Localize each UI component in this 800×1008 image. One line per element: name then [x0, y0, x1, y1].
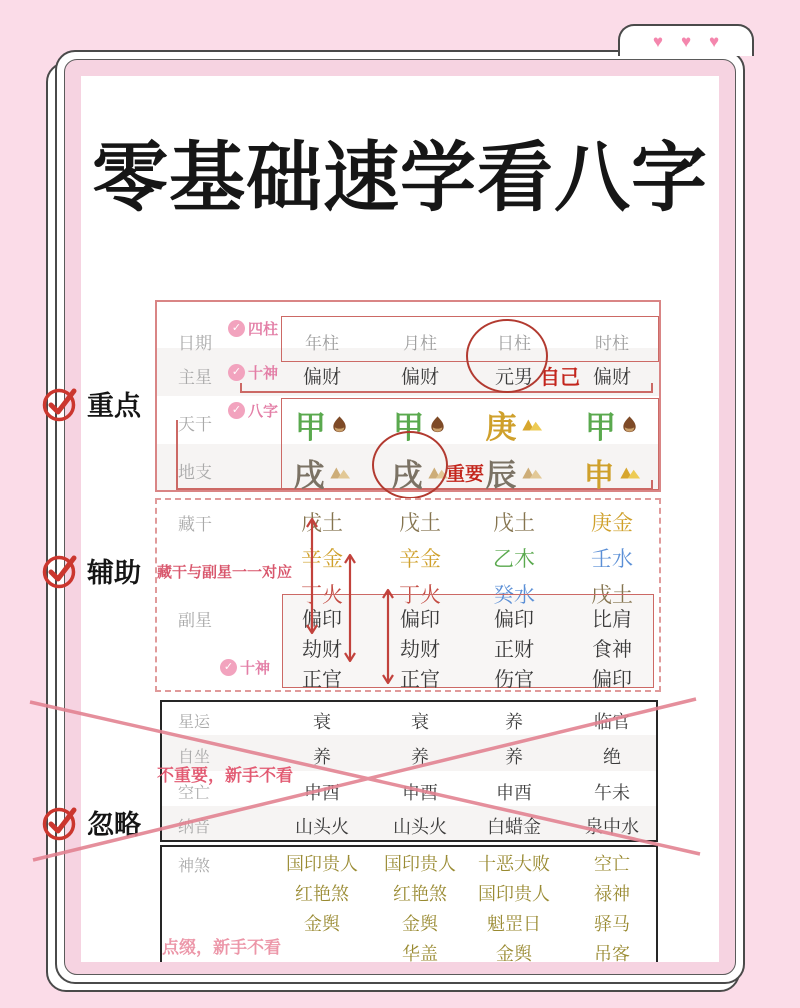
sub-star: 比肩: [592, 609, 632, 631]
metal-icon: [619, 464, 641, 482]
stem-char: 庚: [485, 410, 517, 445]
sub-star: 偏印: [592, 669, 632, 691]
ignored-value: 申酉: [304, 783, 340, 803]
badge-label: 四柱: [248, 321, 279, 338]
row-label-main-star: 主星: [178, 368, 212, 387]
bracket-line: [176, 420, 178, 490]
ignored-value: 养: [411, 747, 429, 767]
hidden-stem: 壬水: [591, 548, 633, 571]
pillar-header-hour: 时柱: [595, 334, 629, 353]
hidden-stem: 丁火: [301, 584, 343, 607]
pillar-header-day: 日柱: [497, 334, 531, 353]
sub-star: 偏印: [302, 609, 342, 631]
hidden-stem: 辛金: [301, 548, 343, 571]
bracket-tick: [240, 383, 242, 391]
side-label-text: 忽略: [87, 809, 141, 840]
sub-star: 正官: [302, 669, 342, 691]
shensha-item: 金舆: [402, 914, 438, 934]
check-circle-icon: [40, 550, 80, 590]
stem-char: 甲: [585, 410, 616, 445]
row-label-nayin: 纳音: [178, 819, 211, 836]
ignored-value: 绝: [603, 747, 621, 767]
sub-star: 偏印: [494, 609, 534, 631]
ignored-value: 养: [505, 712, 523, 732]
stem-char: 甲: [295, 410, 326, 445]
hidden-stem: 乙木: [493, 548, 535, 571]
row-label-sub-stars: 副星: [178, 611, 212, 630]
wood-icon: [330, 415, 349, 434]
main-star-day-master: 元男: [494, 367, 533, 388]
bracket-tick: [651, 383, 653, 391]
hidden-stem: 戊土: [591, 584, 633, 607]
ignored-value: 山头火: [393, 817, 447, 837]
mapping-note: 藏干与副星一一对应: [157, 564, 293, 581]
shensha-item: 国印贵人: [286, 854, 358, 874]
pillar-header-year: 年柱: [305, 334, 339, 353]
pillar-header-month: 月柱: [403, 334, 437, 353]
ignored-value: 申酉: [496, 783, 532, 803]
shensha-column-day: [466, 849, 562, 969]
main-star: 偏财: [592, 367, 631, 388]
earth-icon: [329, 464, 351, 482]
shensha-item: 十恶大败: [478, 854, 550, 874]
badge-ten-gods-bottom: [220, 657, 270, 678]
check-circle-icon: [40, 802, 80, 842]
sub-star: 正官: [400, 669, 440, 691]
branch-hour: [564, 450, 660, 495]
hidden-stem: 戊土: [399, 512, 441, 535]
month-branch-circle: [372, 431, 448, 499]
side-label-text: 辅助: [87, 557, 141, 588]
shensha-item: 红艳煞: [295, 884, 349, 904]
metal-icon: [521, 416, 543, 434]
check-icon: ✓: [228, 320, 245, 337]
main-star: 偏财: [400, 367, 439, 388]
sub-star: 食神: [592, 639, 632, 661]
ignored-value: 养: [313, 747, 331, 767]
shensha-column-month: [372, 849, 468, 969]
ignored-value: 养: [505, 747, 523, 767]
self-annotation: 自己: [540, 367, 580, 389]
sub-star: 正财: [494, 639, 534, 661]
row-label-void: 空亡: [178, 785, 211, 802]
heart-tab: [618, 24, 754, 56]
row-label-hidden-stems: 藏干: [178, 515, 212, 534]
hidden-stem: 癸水: [493, 584, 535, 607]
shensha-item: 金舆: [304, 914, 340, 934]
row-label-shensha: 神煞: [178, 858, 211, 875]
ignored-value: 白蜡金: [487, 817, 541, 837]
branch-char: 戌: [391, 458, 423, 493]
badge-label: 十神: [248, 365, 279, 382]
heart-icon: ♥: [709, 31, 720, 51]
branch-year: [274, 450, 370, 495]
badge-label: 八字: [248, 403, 279, 420]
ignored-value: 衰: [411, 712, 429, 732]
hidden-stem: 辛金: [399, 548, 441, 571]
shensha-item: 空亡: [594, 854, 630, 874]
decoration-note: 点缀，新手不看: [162, 938, 281, 957]
side-label-key-points: [40, 383, 141, 423]
hidden-stem: 庚金: [591, 512, 633, 535]
row-label-star-luck: 星运: [178, 714, 211, 731]
branch-char: 辰: [485, 458, 517, 493]
side-label-ignore: [40, 802, 141, 842]
shensha-item: 禄神: [594, 884, 630, 904]
ignored-value: 山头火: [295, 817, 349, 837]
hidden-stem: 戊土: [493, 512, 535, 535]
row-label-stems: 天干: [178, 415, 212, 434]
stem-day: [466, 402, 562, 447]
ignored-value: 申酉: [402, 783, 438, 803]
ignored-value: 衰: [313, 712, 331, 732]
wood-icon: [620, 415, 639, 434]
badge-label: 十神: [240, 660, 271, 677]
badge-ten-gods: [228, 362, 278, 383]
shensha-item: 国印贵人: [478, 884, 550, 904]
not-important-note: 不重要，新手不看: [157, 766, 293, 785]
sub-star: 伤官: [494, 669, 534, 691]
bracket-line: [240, 391, 653, 393]
stem-year: [274, 402, 370, 447]
ignored-value: 泉中水: [585, 817, 639, 837]
side-label-auxiliary: [40, 550, 141, 590]
shensha-item: 红艳煞: [393, 884, 447, 904]
shensha-item: 华盖: [402, 944, 438, 964]
row-label-branches: 地支: [178, 463, 212, 482]
wood-icon: [428, 415, 447, 434]
hidden-stem: 戊土: [301, 512, 343, 535]
heart-icon: ♥: [652, 31, 663, 51]
stem-char: 甲: [393, 410, 424, 445]
shensha-item: 吊客: [594, 944, 630, 964]
main-star: 偏财: [302, 367, 341, 388]
side-label-text: 重点: [87, 390, 141, 421]
badge-four-pillars: [228, 318, 278, 339]
stem-hour: [564, 402, 660, 447]
check-icon: ✓: [228, 364, 245, 381]
sub-star: 劫财: [302, 639, 342, 661]
sub-star: 劫财: [400, 639, 440, 661]
important-annotation: 重要: [446, 464, 485, 485]
heart-icon: ♥: [680, 31, 692, 51]
branch-char: 申: [583, 458, 615, 493]
check-circle-icon: [40, 383, 80, 423]
shensha-column-year: [274, 849, 370, 939]
shensha-column-hour: [564, 849, 660, 969]
day-pillar-circle: [466, 319, 548, 393]
sub-star: 偏印: [400, 609, 440, 631]
row-label-date: 日期: [178, 334, 212, 353]
branch-char: 戌: [293, 458, 325, 493]
ignored-value: 午未: [594, 783, 630, 803]
check-icon: ✓: [220, 659, 237, 676]
earth-icon: [521, 464, 543, 482]
ignored-value: 临官: [594, 712, 630, 732]
shensha-item: 金舆: [496, 944, 532, 964]
check-icon: ✓: [228, 402, 245, 419]
badge-eight-characters: [228, 400, 278, 421]
hidden-stem: 丁火: [399, 584, 441, 607]
row-label-self-sitting: 自坐: [178, 749, 211, 766]
page-title: 零基础速学看八字: [92, 137, 708, 221]
shensha-item: 魁罡日: [487, 914, 541, 934]
shensha-item: 驿马: [594, 914, 630, 934]
shensha-item: 国印贵人: [384, 854, 456, 874]
